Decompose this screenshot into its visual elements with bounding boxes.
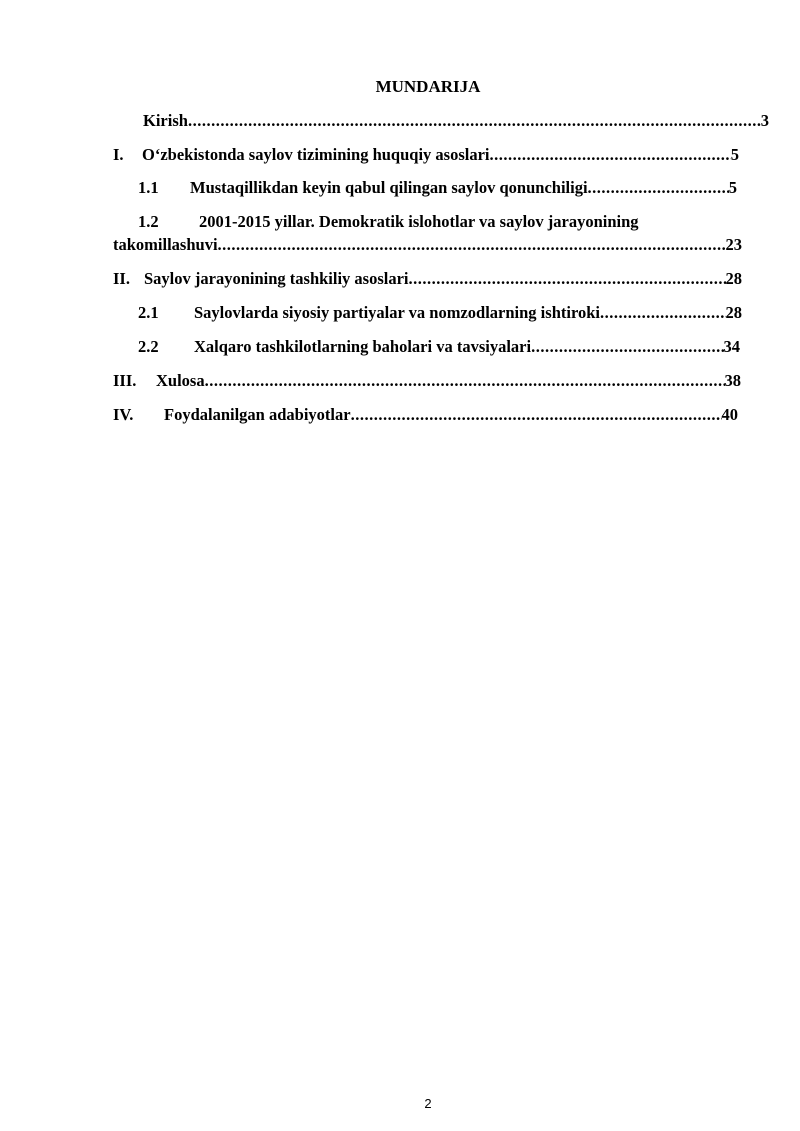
toc-leader-dots — [490, 144, 731, 166]
toc-entry-label: takomillashuvi — [113, 235, 218, 254]
toc-entry-number: IV. — [113, 405, 134, 424]
toc-entry-page: 28 — [725, 269, 742, 288]
toc-entry-1-2-continuation[interactable] — [113, 234, 742, 256]
toc-leader-dots — [600, 302, 726, 324]
toc-entry-label: Mustaqillikdan keyin qabul qilingan saylov qonunchiligi — [190, 178, 588, 197]
toc-leader-dots — [588, 177, 729, 199]
toc-entry-1-2[interactable] — [138, 211, 639, 233]
toc-leader-dots — [531, 336, 723, 358]
toc-entry-section-4[interactable] — [113, 404, 738, 426]
toc-entry-page: 23 — [725, 235, 742, 254]
toc-entry-2-1[interactable] — [138, 302, 742, 324]
toc-leader-dots — [218, 234, 726, 256]
toc-title: MUNDARIJA — [375, 77, 481, 96]
toc-entry-page: 38 — [724, 371, 741, 390]
toc-entry-page: 40 — [721, 405, 738, 424]
toc-entry-page: 5 — [728, 178, 737, 197]
toc-entry-number: III. — [113, 371, 137, 390]
toc-entry-1-1[interactable] — [138, 177, 737, 199]
toc-entry-kirish[interactable] — [143, 110, 769, 132]
toc-entry-section-3[interactable] — [113, 370, 741, 392]
toc-entry-number: 2.1 — [138, 303, 159, 322]
toc-entry-section-2[interactable] — [113, 268, 742, 290]
toc-entry-page: 28 — [725, 303, 742, 322]
toc-entry-page: 5 — [730, 145, 739, 164]
toc-entry-number: 1.2 — [138, 212, 159, 231]
toc-entry-label: Kirish — [143, 111, 188, 130]
toc-entry-page: 34 — [723, 337, 740, 356]
toc-entry-number: II. — [113, 269, 130, 288]
toc-entry-label: Xulosa — [156, 371, 205, 390]
toc-leader-dots — [351, 404, 722, 426]
toc-entry-label: Saylovlarda siyosiy partiyalar va nomzodlarning ishtiroki — [194, 303, 600, 322]
toc-entry-number: 2.2 — [138, 337, 159, 356]
toc-entry-label: O‘zbekistonda saylov tizimining huquqiy asoslari — [142, 145, 490, 164]
toc-entry-label: Foydalanilgan adabiyotlar — [164, 405, 351, 424]
toc-entry-page: 3 — [760, 111, 769, 130]
toc-entry-label: Xalqaro tashkilotlarning baholari va tavsiyalari — [194, 337, 532, 356]
toc-entry-2-2[interactable] — [138, 336, 740, 358]
toc-leader-dots — [205, 370, 725, 392]
toc-leader-dots — [188, 110, 761, 132]
toc-entry-section-1[interactable] — [113, 144, 739, 166]
toc-entry-label: Saylov jarayonining tashkiliy asoslari — [144, 269, 409, 288]
toc-leader-dots — [409, 268, 726, 290]
toc-entry-label: 2001-2015 yillar. Demokratik islohotlar va saylov jarayonining — [199, 212, 639, 231]
toc-entry-number: I. — [113, 145, 124, 164]
toc-entry-number: 1.1 — [138, 178, 159, 197]
page-number: 2 — [424, 1096, 432, 1111]
